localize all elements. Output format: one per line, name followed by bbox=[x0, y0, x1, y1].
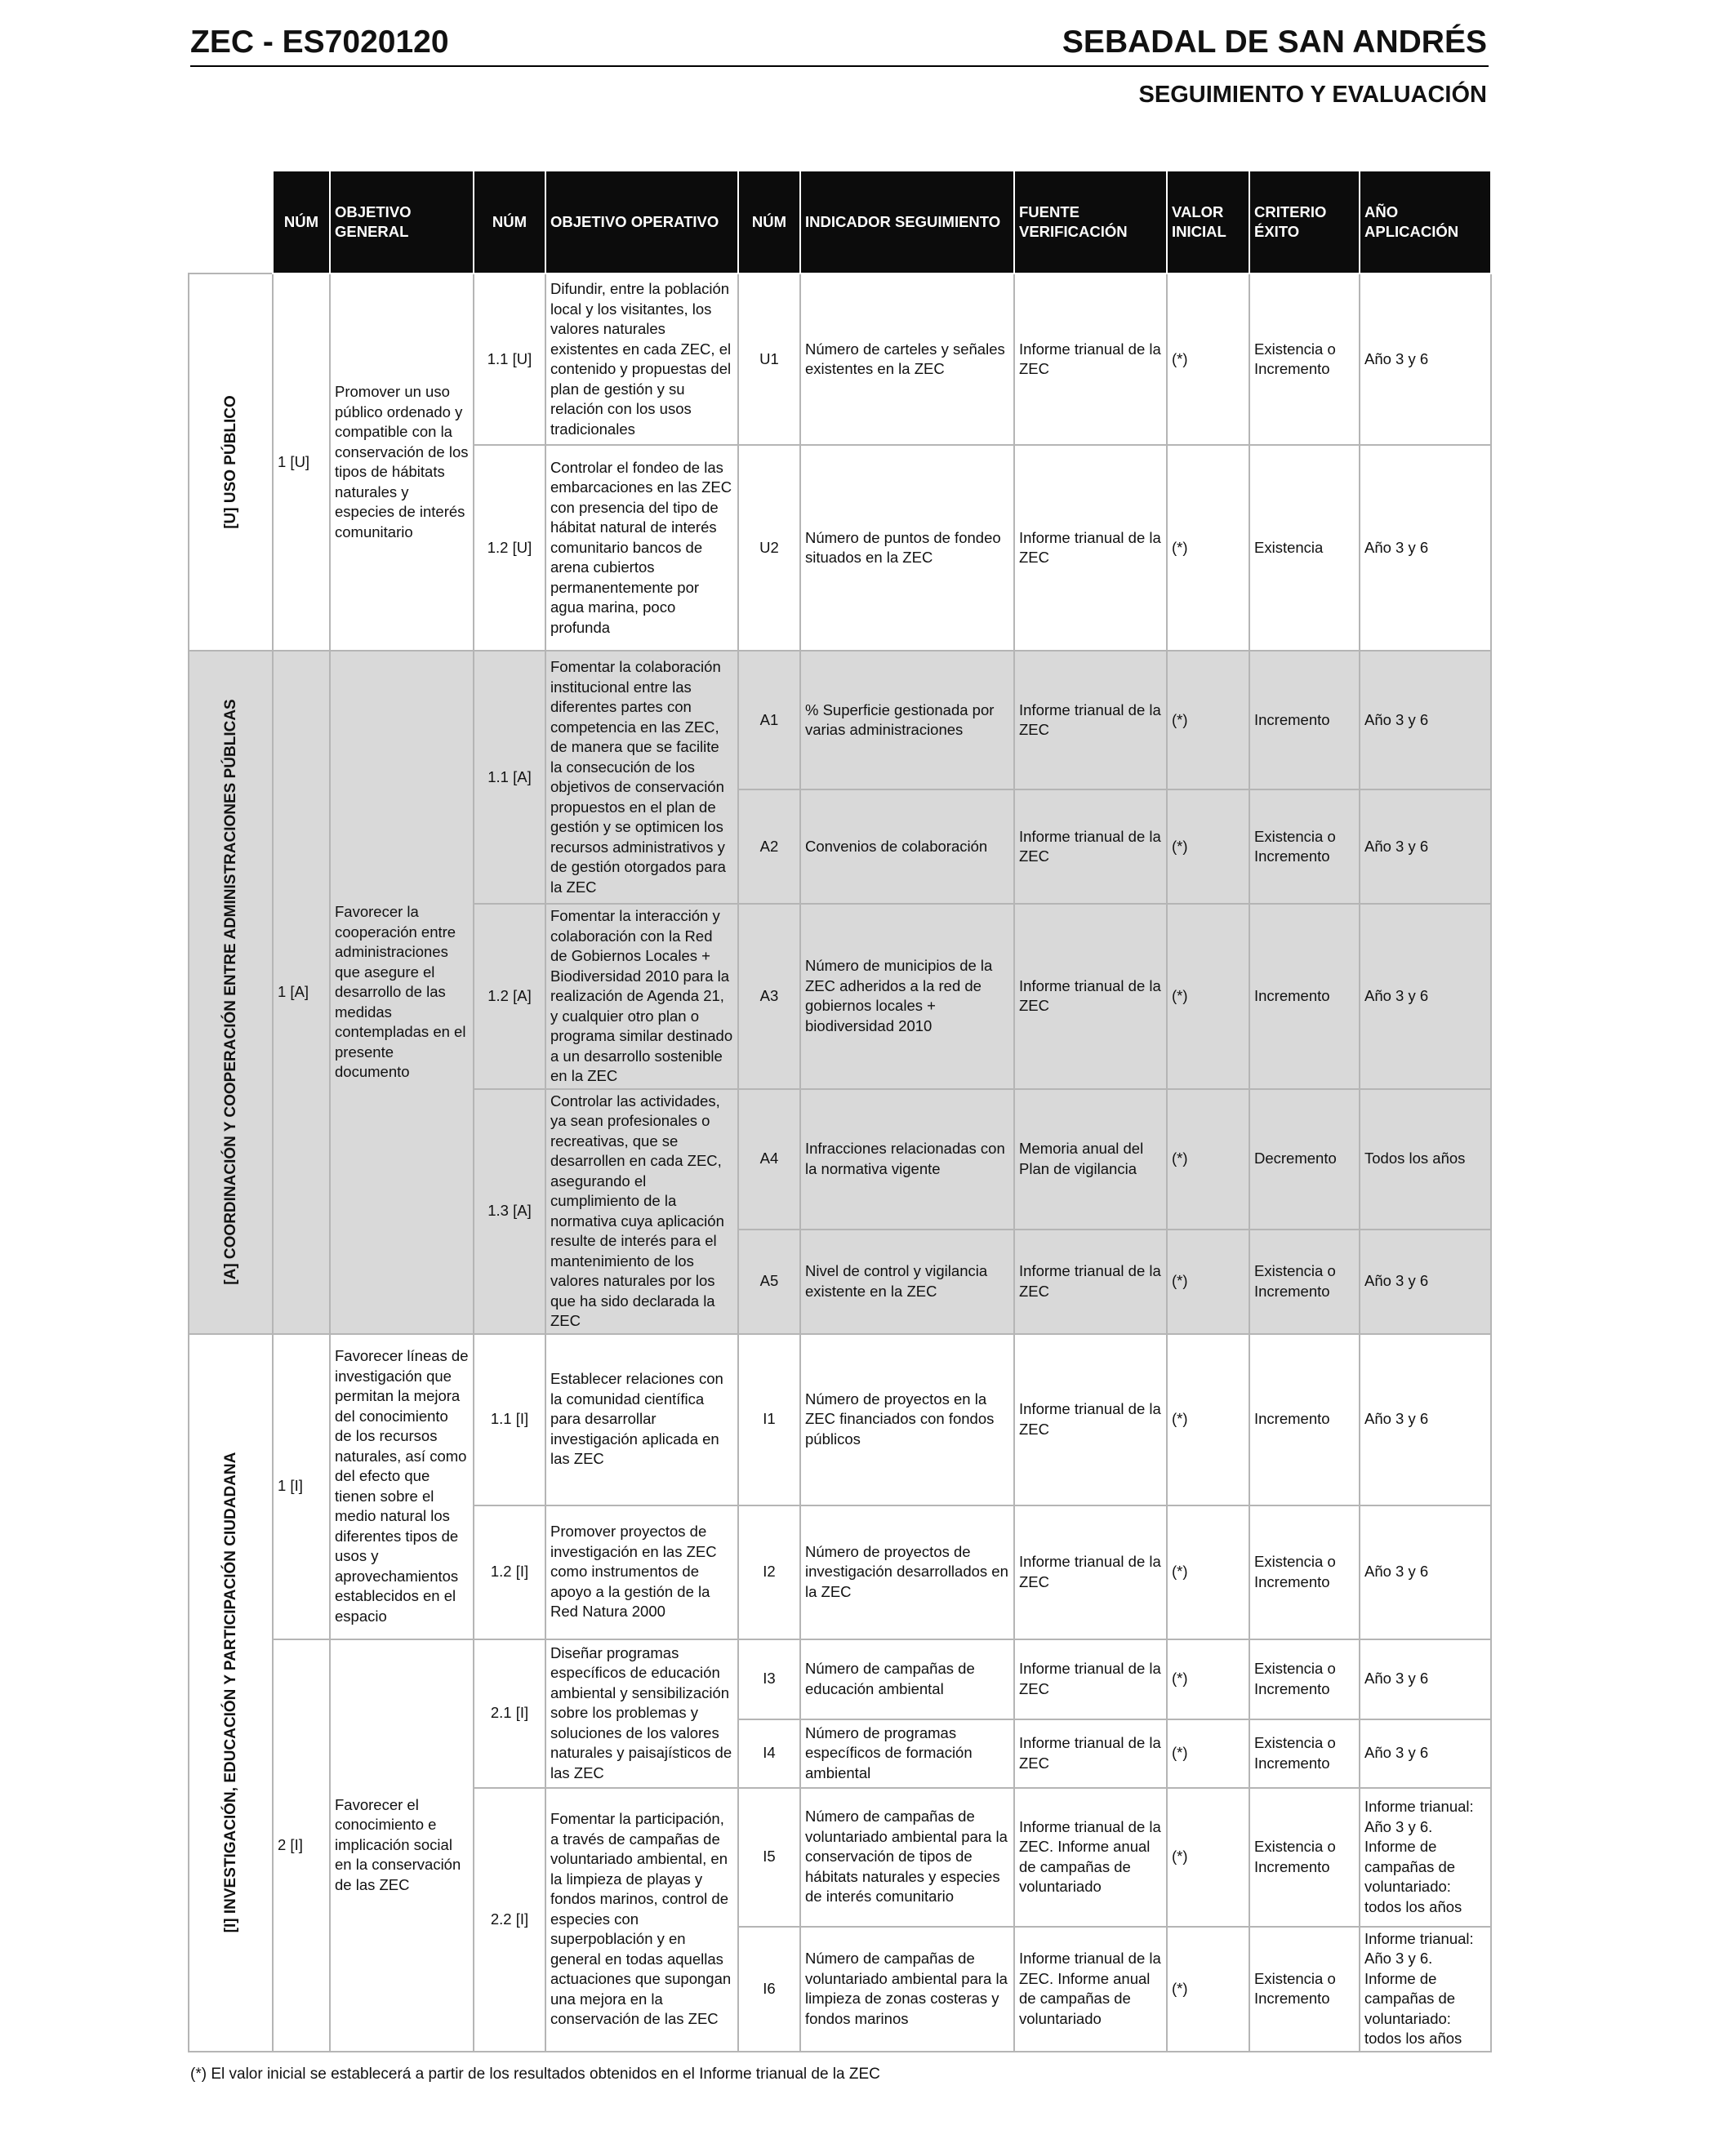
table-row bbox=[189, 1639, 1491, 1719]
indicator-year: Año 3 y 6 bbox=[1360, 445, 1491, 651]
indicator-criterion: Decremento bbox=[1249, 1089, 1360, 1230]
table-row bbox=[189, 274, 1491, 445]
indicator-text: Infracciones relacionadas con la normativa vigente bbox=[800, 1089, 1014, 1230]
indicator-source: Informe trianual de la ZEC bbox=[1014, 651, 1167, 789]
indicator-year: Año 3 y 6 bbox=[1360, 1230, 1491, 1334]
site-name: SEBADAL DE SAN ANDRÉS bbox=[1062, 24, 1487, 60]
general-objective: Favorecer la cooperación entre administraciones que asegure el desarrollo de las medidas contempladas en el presente documento bbox=[330, 651, 474, 1334]
indicator-initial-value: (*) bbox=[1167, 1230, 1249, 1334]
indicator-initial-value: (*) bbox=[1167, 651, 1249, 789]
operative-num: 2.1 [I] bbox=[474, 1639, 545, 1788]
operative-num: 1.2 [U] bbox=[474, 445, 545, 651]
indicator-text: Convenios de colaboración bbox=[800, 789, 1014, 904]
indicator-criterion: Existencia o Incremento bbox=[1249, 1788, 1360, 1927]
general-objective: Favorecer líneas de investigación que permitan la mejora del conocimiento de los recursos naturales, así como del efecto que tienen sobre el medio natural los diferentes tipos de usos y aprovechamientos establecidos en el espacio bbox=[330, 1334, 474, 1639]
general-num: 1 [A] bbox=[273, 651, 330, 1334]
table-row bbox=[189, 651, 1491, 789]
group-cell-coordinacion bbox=[189, 651, 273, 1334]
operative-objective: Diseñar programas específicos de educación ambiental y sensibilización sobre los problemas y soluciones de los valores naturales y paisajísticos de las ZEC bbox=[545, 1639, 738, 1788]
zec-code: ZEC - ES7020120 bbox=[190, 24, 449, 60]
indicator-source: Informe trianual de la ZEC. Informe anual de campañas de voluntariado bbox=[1014, 1927, 1167, 2052]
operative-objective: Difundir, entre la población local y los visitantes, los valores naturales existentes en cada ZEC, el contenido y propuestas del plan de gestión y su relación con los usos tradicionales bbox=[545, 274, 738, 445]
operative-objective: Promover proyectos de investigación en las ZEC como instrumentos de apoyo a la gestión de la Red Natura 2000 bbox=[545, 1505, 738, 1639]
indicator-initial-value: (*) bbox=[1167, 274, 1249, 445]
indicator-initial-value: (*) bbox=[1167, 789, 1249, 904]
operative-objective: Fomentar la participación, a través de campañas de voluntariado ambiental, en la limpieza de playas y fondos marinos, control de especies con superpoblación y en general en todas aquellas actuaciones que supongan una mejora en la conservación de las ZEC bbox=[545, 1788, 738, 2052]
operative-num: 1.1 [I] bbox=[474, 1334, 545, 1505]
indicator-text: Número de puntos de fondeo situados en la ZEC bbox=[800, 445, 1014, 651]
operative-objective: Establecer relaciones con la comunidad científica para desarrollar investigación aplicada en las ZEC bbox=[545, 1334, 738, 1505]
operative-num: 1.1 [U] bbox=[474, 274, 545, 445]
indicator-text: Número de carteles y señales existentes en la ZEC bbox=[800, 274, 1014, 445]
header-divider bbox=[190, 65, 1489, 67]
indicator-source: Informe trianual de la ZEC bbox=[1014, 274, 1167, 445]
indicator-source: Informe trianual de la ZEC bbox=[1014, 1505, 1167, 1639]
indicator-num: I1 bbox=[738, 1334, 800, 1505]
operative-num: 1.3 [A] bbox=[474, 1089, 545, 1334]
indicator-source: Informe trianual de la ZEC bbox=[1014, 1719, 1167, 1788]
page-subtitle: SEGUIMIENTO Y EVALUACIÓN bbox=[1138, 82, 1487, 108]
header-blank bbox=[189, 171, 273, 274]
operative-num: 2.2 [I] bbox=[474, 1788, 545, 2052]
indicator-num: A3 bbox=[738, 904, 800, 1089]
general-objective: Promover un uso público ordenado y compatible con la conservación de los tipos de hábitats naturales y especies de interés comunitario bbox=[330, 274, 474, 651]
col-indicador: INDICADOR SEGUIMIENTO bbox=[800, 171, 1014, 274]
operative-objective: Controlar el fondeo de las embarcaciones en las ZEC con presencia del tipo de hábitat natural de interés comunitario bancos de arena cubiertos permanentemente por agua marina, poco profunda bbox=[545, 445, 738, 651]
table-header-row bbox=[189, 171, 1491, 274]
general-num: 1 [U] bbox=[273, 274, 330, 651]
indicator-num: A4 bbox=[738, 1089, 800, 1230]
indicator-criterion: Existencia o Incremento bbox=[1249, 789, 1360, 904]
indicator-criterion: Existencia o Incremento bbox=[1249, 274, 1360, 445]
indicator-source: Informe trianual de la ZEC bbox=[1014, 1639, 1167, 1719]
indicator-initial-value: (*) bbox=[1167, 1927, 1249, 2052]
table-row bbox=[189, 1334, 1491, 1505]
group-label: [U] USO PÚBLICO bbox=[221, 395, 239, 529]
indicator-initial-value: (*) bbox=[1167, 1505, 1249, 1639]
operative-num: 1.2 [I] bbox=[474, 1505, 545, 1639]
indicator-criterion: Existencia o Incremento bbox=[1249, 1719, 1360, 1788]
indicator-source: Informe trianual de la ZEC bbox=[1014, 1230, 1167, 1334]
general-objective: Favorecer el conocimiento e implicación social en la conservación de las ZEC bbox=[330, 1639, 474, 2052]
group-cell-investigacion bbox=[189, 1334, 273, 2052]
indicator-initial-value: (*) bbox=[1167, 1788, 1249, 1927]
col-num-general: NÚM bbox=[273, 171, 330, 274]
indicator-year: Informe trianual: Año 3 y 6. Informe de campañas de voluntariado: todos los años bbox=[1360, 1927, 1491, 2052]
indicator-year: Año 3 y 6 bbox=[1360, 1639, 1491, 1719]
indicator-text: Número de municipios de la ZEC adheridos a la red de gobiernos locales + biodiversidad 2010 bbox=[800, 904, 1014, 1089]
group-cell-uso-publico bbox=[189, 274, 273, 651]
indicator-num: I3 bbox=[738, 1639, 800, 1719]
indicator-initial-value: (*) bbox=[1167, 1639, 1249, 1719]
indicator-num: U2 bbox=[738, 445, 800, 651]
indicator-source: Informe trianual de la ZEC bbox=[1014, 1334, 1167, 1505]
col-num-indicador: NÚM bbox=[738, 171, 800, 274]
indicator-num: U1 bbox=[738, 274, 800, 445]
indicator-criterion: Existencia o Incremento bbox=[1249, 1927, 1360, 2052]
indicator-source: Memoria anual del Plan de vigilancia bbox=[1014, 1089, 1167, 1230]
indicator-num: I6 bbox=[738, 1927, 800, 2052]
indicator-criterion: Existencia o Incremento bbox=[1249, 1639, 1360, 1719]
general-num: 2 [I] bbox=[273, 1639, 330, 2052]
indicator-criterion: Existencia o Incremento bbox=[1249, 1505, 1360, 1639]
indicator-criterion: Existencia bbox=[1249, 445, 1360, 651]
indicator-year: Año 3 y 6 bbox=[1360, 1505, 1491, 1639]
col-criterio: CRITERIO ÉXITO bbox=[1249, 171, 1360, 274]
indicator-year: Año 3 y 6 bbox=[1360, 651, 1491, 789]
indicator-initial-value: (*) bbox=[1167, 1334, 1249, 1505]
footnote: (*) El valor inicial se establecerá a partir de los resultados obtenidos en el Informe trianual de la ZEC bbox=[190, 2066, 880, 2083]
indicator-criterion: Incremento bbox=[1249, 651, 1360, 789]
operative-objective: Fomentar la colaboración institucional entre las diferentes partes con competencia en las ZEC, de manera que se facilite la consecución de los objetivos de conservación propuestos en el plan de gestión y se optimicen los recursos administrativos y de gestión otorgados para la ZEC bbox=[545, 651, 738, 904]
col-objetivo-general: OBJETIVO GENERAL bbox=[330, 171, 474, 274]
indicator-text: Número de proyectos de investigación desarrollados en la ZEC bbox=[800, 1505, 1014, 1639]
indicator-year: Año 3 y 6 bbox=[1360, 789, 1491, 904]
indicator-num: I2 bbox=[738, 1505, 800, 1639]
indicator-year: Todos los años bbox=[1360, 1089, 1491, 1230]
operative-num: 1.1 [A] bbox=[474, 651, 545, 904]
indicator-initial-value: (*) bbox=[1167, 1719, 1249, 1788]
col-objetivo-operativo: OBJETIVO OPERATIVO bbox=[545, 171, 738, 274]
indicator-initial-value: (*) bbox=[1167, 904, 1249, 1089]
col-valor: VALOR INICIAL bbox=[1167, 171, 1249, 274]
indicator-source: Informe trianual de la ZEC bbox=[1014, 789, 1167, 904]
indicator-year: Año 3 y 6 bbox=[1360, 904, 1491, 1089]
indicator-criterion: Incremento bbox=[1249, 1334, 1360, 1505]
operative-objective: Controlar las actividades, ya sean profesionales o recreativas, que se desarrollen en cada ZEC, asegurando el cumplimiento de la normativa cuya aplicación resulte de interés para el mantenimiento de los valores naturales por los que ha sido declarada la ZEC bbox=[545, 1089, 738, 1334]
operative-num: 1.2 [A] bbox=[474, 904, 545, 1089]
group-label: [A] COORDINACIÓN Y COOPERACIÓN ENTRE ADMINISTRACIONES PÚBLICAS bbox=[221, 699, 239, 1285]
col-fuente: FUENTE VERIFICACIÓN bbox=[1014, 171, 1167, 274]
indicator-num: A5 bbox=[738, 1230, 800, 1334]
operative-objective: Fomentar la interacción y colaboración con la Red de Gobiernos Locales + Biodiversidad 2010 para la realización de Agenda 21, y cualquier otro plan o programa similar destinado a un desarrollo sostenible en la ZEC bbox=[545, 904, 738, 1089]
indicator-text: % Superficie gestionada por varias administraciones bbox=[800, 651, 1014, 789]
indicator-text: Número de campañas de voluntariado ambiental para la conservación de tipos de hábitats naturales y especies de interés comunitario bbox=[800, 1788, 1014, 1927]
indicator-year: Año 3 y 6 bbox=[1360, 1334, 1491, 1505]
indicator-criterion: Incremento bbox=[1249, 904, 1360, 1089]
indicator-source: Informe trianual de la ZEC. Informe anual de campañas de voluntariado bbox=[1014, 1788, 1167, 1927]
indicator-num: I5 bbox=[738, 1788, 800, 1927]
group-label: [I] INVESTIGACIÓN, EDUCACIÓN Y PARTICIPACIÓN CIUDADANA bbox=[221, 1452, 239, 1933]
indicator-year: Informe trianual: Año 3 y 6. Informe de campañas de voluntariado: todos los años bbox=[1360, 1788, 1491, 1927]
indicator-text: Número de proyectos en la ZEC financiados con fondos públicos bbox=[800, 1334, 1014, 1505]
indicator-year: Año 3 y 6 bbox=[1360, 274, 1491, 445]
indicator-text: Nivel de control y vigilancia existente en la ZEC bbox=[800, 1230, 1014, 1334]
general-num: 1 [I] bbox=[273, 1334, 330, 1639]
indicator-num: I4 bbox=[738, 1719, 800, 1788]
indicator-text: Número de programas específicos de formación ambiental bbox=[800, 1719, 1014, 1788]
indicator-num: A1 bbox=[738, 651, 800, 789]
indicator-source: Informe trianual de la ZEC bbox=[1014, 445, 1167, 651]
col-num-operativo: NÚM bbox=[474, 171, 545, 274]
indicator-num: A2 bbox=[738, 789, 800, 904]
col-anio: AÑO APLICACIÓN bbox=[1360, 171, 1491, 274]
indicator-initial-value: (*) bbox=[1167, 445, 1249, 651]
indicator-criterion: Existencia o Incremento bbox=[1249, 1230, 1360, 1334]
indicator-text: Número de campañas de voluntariado ambiental para la limpieza de zonas costeras y fondos marinos bbox=[800, 1927, 1014, 2052]
indicator-initial-value: (*) bbox=[1167, 1089, 1249, 1230]
indicator-year: Año 3 y 6 bbox=[1360, 1719, 1491, 1788]
indicator-source: Informe trianual de la ZEC bbox=[1014, 904, 1167, 1089]
indicator-text: Número de campañas de educación ambiental bbox=[800, 1639, 1014, 1719]
monitoring-table bbox=[188, 170, 1492, 2052]
